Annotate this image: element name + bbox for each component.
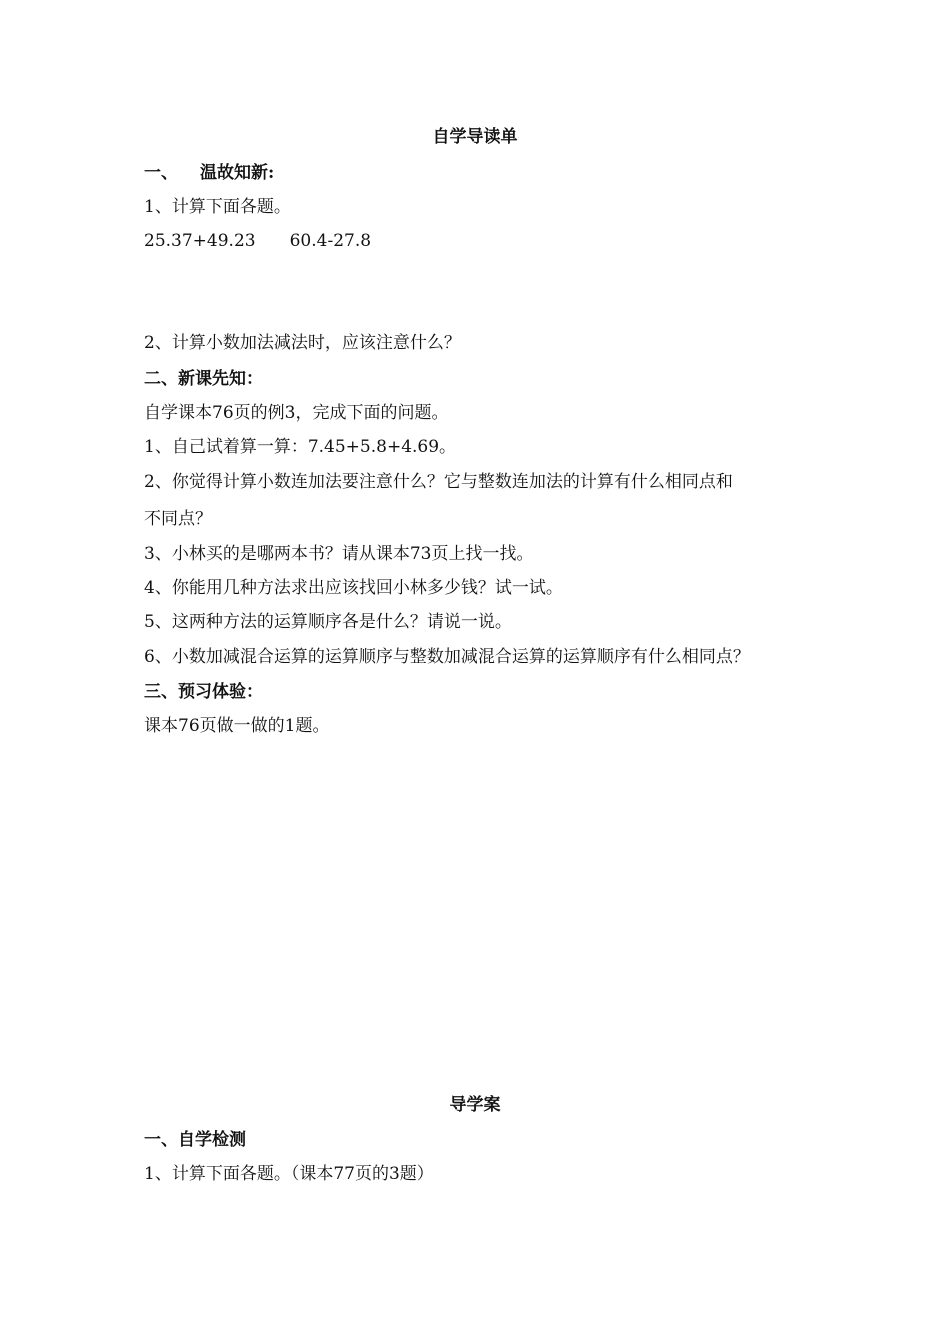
question-2: 2、计算小数加法减法时，应该注意什么？ [144,333,461,353]
review-heading-number: 一、 [144,163,178,183]
preview-item-2: 2、你觉得计算小数连加法要注意什么？它与整数连加法的计算有什么相同点和 [144,472,733,492]
experience-heading: 三、预习体验： [144,682,263,702]
preview-item-1: 1、自己试着算一算：7.45+5.8+4.69。 [144,437,457,457]
review-heading-label: 温故知新: [200,163,275,183]
page-title-guide: 导学案 [449,1095,501,1115]
check-heading: 一、自学检测 [144,1130,246,1150]
expressions-row [144,230,371,252]
expression-2: 60.4-27.8 [289,231,372,251]
check-item-1: 1、计算下面各题。（课本77页的3题） [144,1164,434,1184]
preview-heading: 二、新课先知： [144,369,263,389]
expression-1: 25.37+49.23 [144,231,256,251]
preview-item-5: 5、这两种方法的运算顺序各是什么？请说一说。 [144,612,512,632]
preview-item-3: 3、小林买的是哪两本书？请从课本73页上找一找。 [144,544,534,564]
review-heading [144,162,274,184]
preview-item-6: 6、小数加减混合运算的运算顺序与整数加减混合运算的运算顺序有什么相同点？ [144,647,750,667]
preview-item-4: 4、你能用几种方法求出应该找回小林多少钱？试一试。 [144,578,563,598]
question-1: 1、计算下面各题。 [144,197,291,217]
experience-text: 课本76页做一做的1题。 [144,716,330,736]
page-title-self-study: 自学导读单 [432,127,518,147]
preview-intro: 自学课本76页的例3，完成下面的问题。 [144,403,449,423]
preview-item-2-cont: 不同点？ [144,509,212,529]
